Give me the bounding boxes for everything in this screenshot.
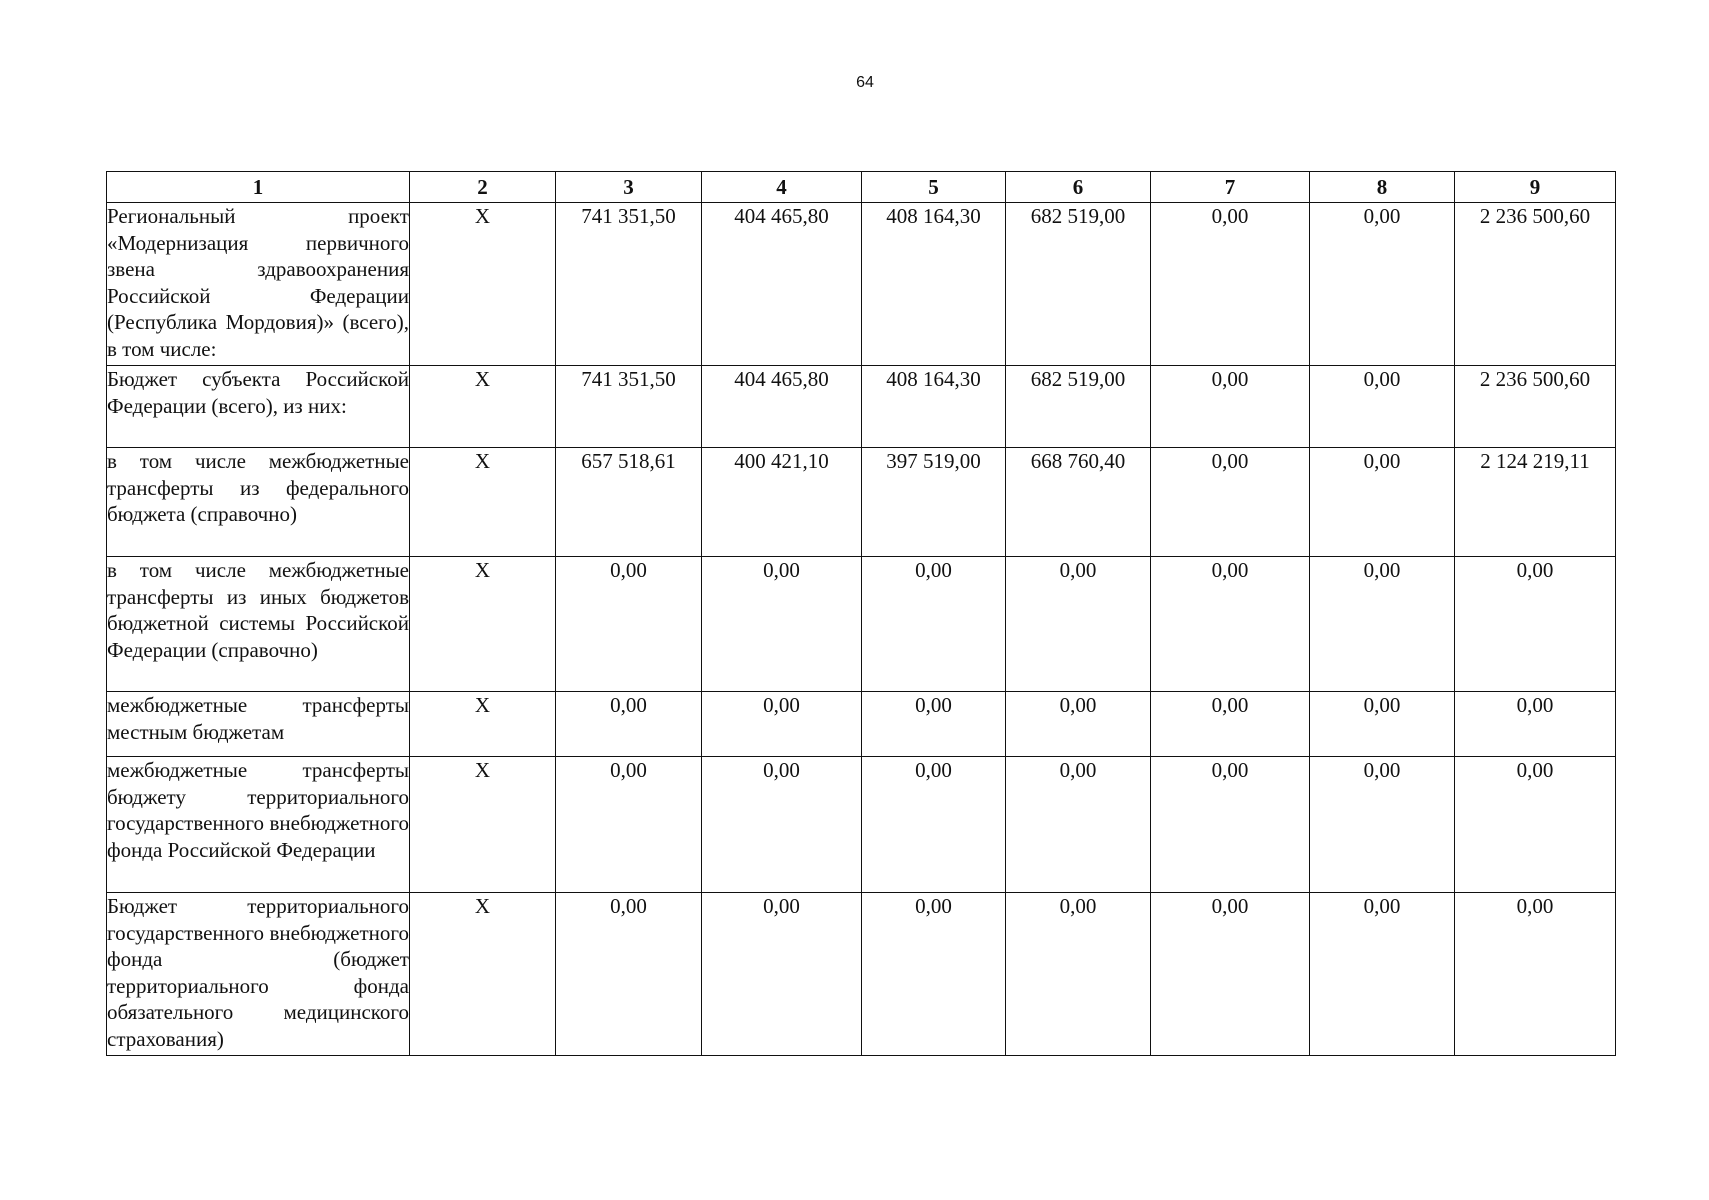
cell-value: 0,00 (1455, 757, 1616, 893)
page-number: 64 (856, 74, 874, 91)
cell-value: 682 519,00 (1006, 203, 1151, 366)
cell-value: 0,00 (1310, 366, 1455, 448)
column-header: 6 (1006, 172, 1151, 203)
cell-value: 2 124 219,11 (1455, 448, 1616, 557)
cell-value: 0,00 (702, 893, 862, 1056)
column-header: 9 (1455, 172, 1616, 203)
row-mark: Х (410, 757, 556, 893)
cell-value: 741 351,50 (556, 366, 702, 448)
cell-value: 0,00 (1151, 757, 1310, 893)
row-label: в том числе межбюджетные трансферты из федерального бюджета (справочно) (107, 448, 410, 557)
cell-value: 668 760,40 (1006, 448, 1151, 557)
cell-value: 0,00 (1006, 757, 1151, 893)
cell-value: 408 164,30 (862, 203, 1006, 366)
cell-value: 0,00 (702, 692, 862, 757)
column-header: 1 (107, 172, 410, 203)
row-label: Бюджет субъекта Российской Федерации (всего), из них: (107, 366, 410, 448)
cell-value: 0,00 (702, 757, 862, 893)
cell-value: 408 164,30 (862, 366, 1006, 448)
cell-value: 0,00 (556, 893, 702, 1056)
cell-value: 0,00 (1006, 893, 1151, 1056)
row-mark: Х (410, 448, 556, 557)
row-label: в том числе межбюджетные трансферты из иных бюджетов бюджетной системы Российской Федерации (справочно) (107, 557, 410, 692)
row-label: Бюджет территориального государственного внебюджетного фонда (бюджет территориального фонда обязательного медицинского страхования) (107, 893, 410, 1056)
cell-value: 0,00 (862, 692, 1006, 757)
cell-value: 0,00 (1310, 757, 1455, 893)
cell-value: 0,00 (556, 757, 702, 893)
column-header: 5 (862, 172, 1006, 203)
cell-value: 0,00 (1151, 893, 1310, 1056)
row-mark: Х (410, 893, 556, 1056)
cell-value: 404 465,80 (702, 366, 862, 448)
cell-value: 0,00 (862, 893, 1006, 1056)
cell-value: 0,00 (1455, 557, 1616, 692)
cell-value: 0,00 (1310, 448, 1455, 557)
table-row (107, 893, 1616, 1056)
cell-value: 0,00 (862, 757, 1006, 893)
cell-value: 400 421,10 (702, 448, 862, 557)
row-mark: Х (410, 366, 556, 448)
cell-value: 657 518,61 (556, 448, 702, 557)
cell-value: 397 519,00 (862, 448, 1006, 557)
column-header: 2 (410, 172, 556, 203)
budget-table (106, 171, 1616, 1056)
cell-value: 0,00 (556, 557, 702, 692)
table-row (107, 366, 1616, 448)
cell-value: 0,00 (702, 557, 862, 692)
table-row (107, 557, 1616, 692)
row-label: Региональный проект «Модернизация первичного звена здравоохранения Российской Федерации (Республика Мордовия)» (всего), в том числе: (107, 203, 410, 366)
column-header: 8 (1310, 172, 1455, 203)
cell-value: 682 519,00 (1006, 366, 1151, 448)
row-label: межбюджетные трансферты бюджету территориального государственного внебюджетного фонда Российской Федерации (107, 757, 410, 893)
cell-value: 0,00 (1151, 692, 1310, 757)
cell-value: 0,00 (1310, 893, 1455, 1056)
header-row (107, 172, 1616, 203)
column-header: 4 (702, 172, 862, 203)
cell-value: 0,00 (1151, 366, 1310, 448)
cell-value: 0,00 (1151, 203, 1310, 366)
cell-value: 2 236 500,60 (1455, 203, 1616, 366)
table-row (107, 757, 1616, 893)
cell-value: 741 351,50 (556, 203, 702, 366)
cell-value: 0,00 (1310, 203, 1455, 366)
cell-value: 0,00 (1151, 557, 1310, 692)
cell-value: 2 236 500,60 (1455, 366, 1616, 448)
table-row (107, 203, 1616, 366)
cell-value: 0,00 (1006, 692, 1151, 757)
row-mark: Х (410, 692, 556, 757)
cell-value: 0,00 (1455, 692, 1616, 757)
row-mark: Х (410, 557, 556, 692)
cell-value: 0,00 (1310, 557, 1455, 692)
cell-value: 0,00 (1455, 893, 1616, 1056)
cell-value: 0,00 (1006, 557, 1151, 692)
cell-value: 404 465,80 (702, 203, 862, 366)
table-row (107, 692, 1616, 757)
row-label: межбюджетные трансферты местным бюджетам (107, 692, 410, 757)
column-header: 3 (556, 172, 702, 203)
cell-value: 0,00 (1310, 692, 1455, 757)
cell-value: 0,00 (1151, 448, 1310, 557)
cell-value: 0,00 (556, 692, 702, 757)
column-header: 7 (1151, 172, 1310, 203)
table-row (107, 448, 1616, 557)
cell-value: 0,00 (862, 557, 1006, 692)
row-mark: Х (410, 203, 556, 366)
